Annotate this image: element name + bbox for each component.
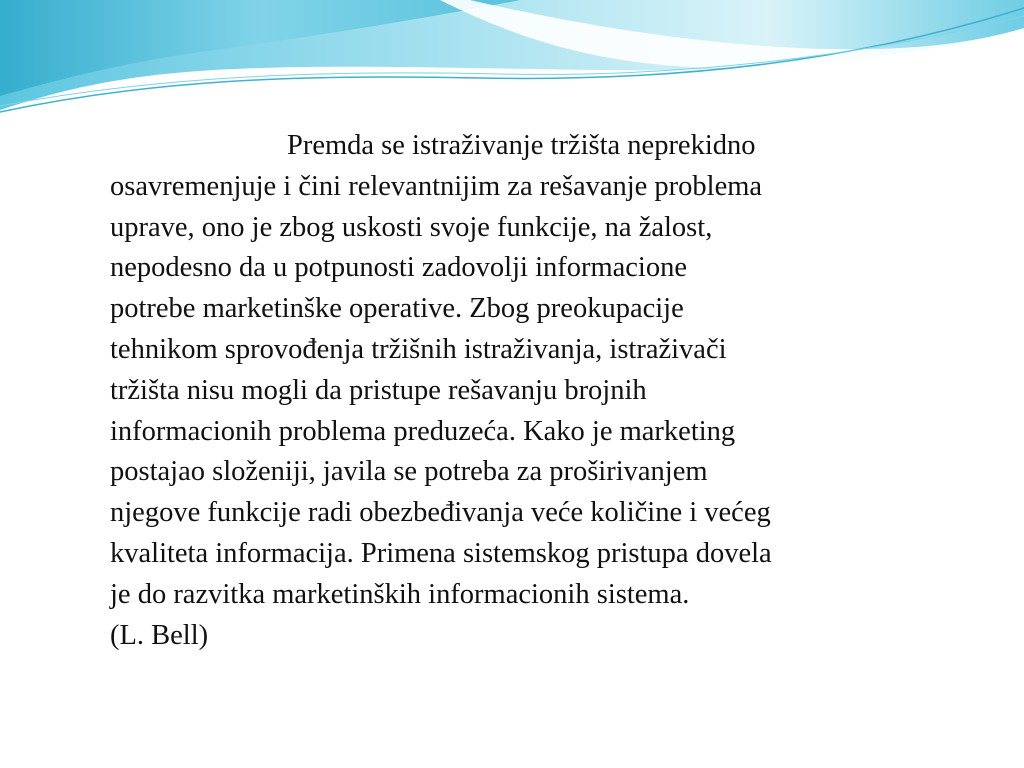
text-line: tržišta nisu mogli da pristupe rešavanju brojnih bbox=[110, 374, 647, 406]
slide-body-text bbox=[110, 126, 970, 656]
text-line: nepodesno da u potpunosti zadovolji informacione bbox=[110, 252, 687, 284]
text-line: tehnikom sprovođenja tržišnih istraživanja, istraživači bbox=[110, 333, 727, 365]
text-line: potrebe marketinške operative. Zbog preokupacije bbox=[110, 293, 684, 325]
text-line: kvaliteta informacija. Primena sistemskog pristupa dovela bbox=[110, 537, 772, 569]
text-line: postajao složeniji, javila se potreba za proširivanjem bbox=[110, 456, 708, 488]
citation: (L. Bell) bbox=[110, 619, 209, 651]
text-line: uprave, ono je zbog uskosti svoje funkcije, na žalost, bbox=[110, 211, 713, 243]
text-line: njegove funkcije radi obezbeđivanja veće količine i većeg bbox=[110, 497, 771, 529]
text-line: je do razvitka marketinških informacionih sistema. bbox=[110, 578, 690, 610]
text-line: informacionih problema preduzeća. Kako je marketing bbox=[110, 415, 736, 447]
text-line: Premda se istraživanje tržišta neprekidno bbox=[287, 130, 756, 161]
text-line: osavremenjuje i čini relevantnijim za rešavanje problema bbox=[110, 170, 763, 202]
header-wave-decoration bbox=[0, 0, 1024, 120]
